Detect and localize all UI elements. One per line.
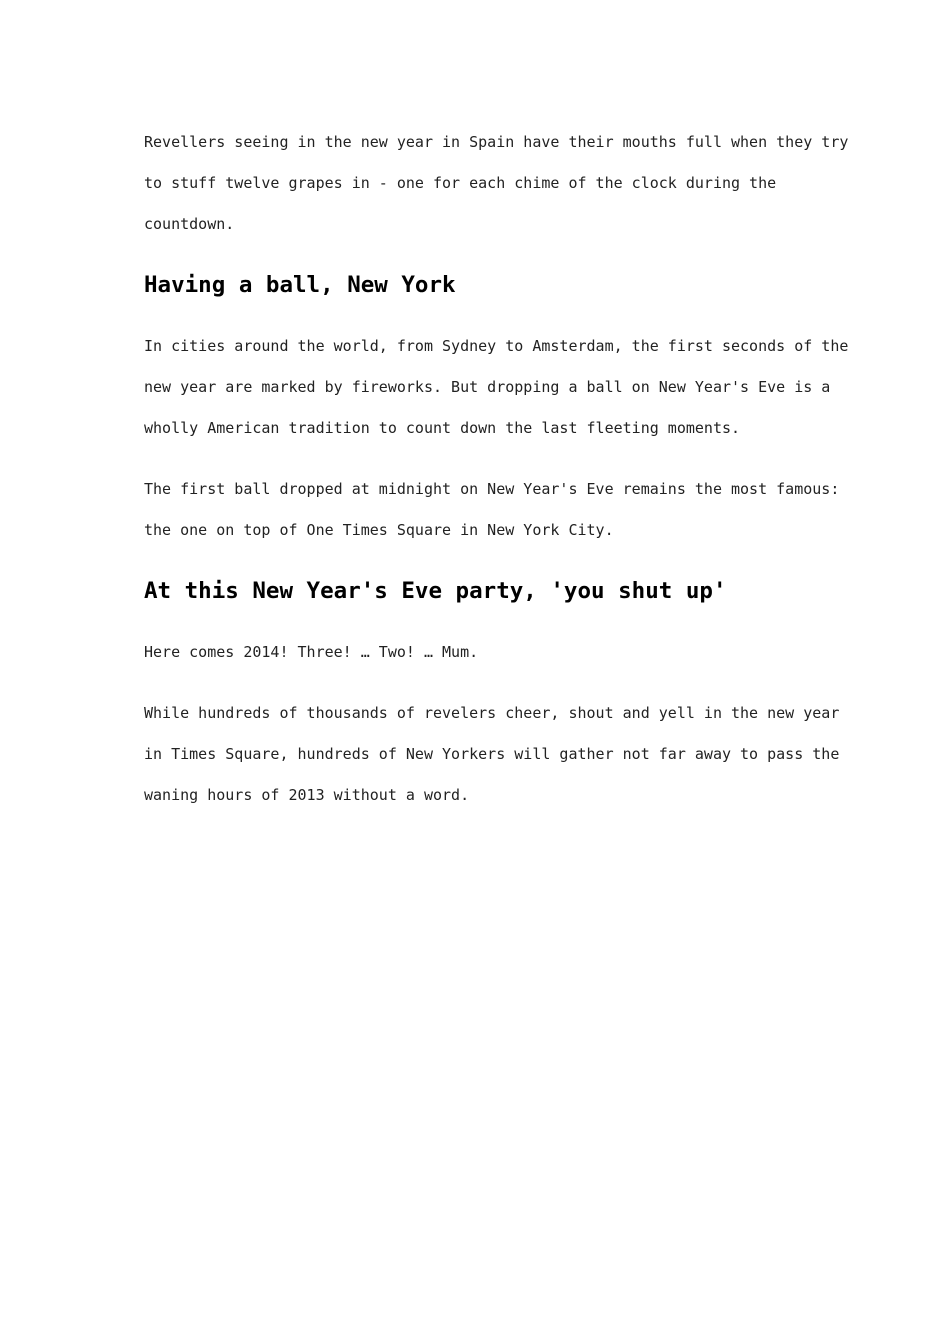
text-line: In cities around the world, from Sydney to Amsterdam, the first seconds of the (144, 337, 849, 355)
section-heading-ball-drop: Having a ball, New York (144, 272, 456, 298)
paragraph-countdown (144, 632, 824, 673)
paragraph-times-square-ball (144, 469, 840, 551)
text-line: in Times Square, hundreds of New Yorkers will gather not far away to pass the (144, 745, 840, 763)
document-body (144, 122, 849, 836)
paragraph-silent-new-yorkers (144, 693, 840, 816)
section-heading-silent-party: At this New Year's Eve party, 'you shut up' (144, 578, 727, 604)
text-line: Here comes 2014! Three! … Two! … Mum. (144, 643, 479, 661)
text-line: to stuff twelve grapes in - one for each chime of the clock during the (144, 174, 777, 192)
paragraph-fireworks (144, 326, 849, 449)
text-line: The first ball dropped at midnight on New Year's Eve remains the most famous: (144, 480, 840, 498)
text-line: wholly American tradition to count down the last fleeting moments. (144, 419, 741, 437)
text-line: new year are marked by fireworks. But dropping a ball on New Year's Eve is a (144, 378, 831, 396)
text-line: countdown. (144, 215, 235, 233)
text-line: While hundreds of thousands of revelers cheer, shout and yell in the new year (144, 704, 840, 722)
paragraph-spain-grapes (144, 122, 849, 245)
text-line: waning hours of 2013 without a word. (144, 786, 470, 804)
text-line: the one on top of One Times Square in New York City. (144, 521, 614, 539)
text-line: Revellers seeing in the new year in Spain have their mouths full when they try (144, 133, 849, 151)
